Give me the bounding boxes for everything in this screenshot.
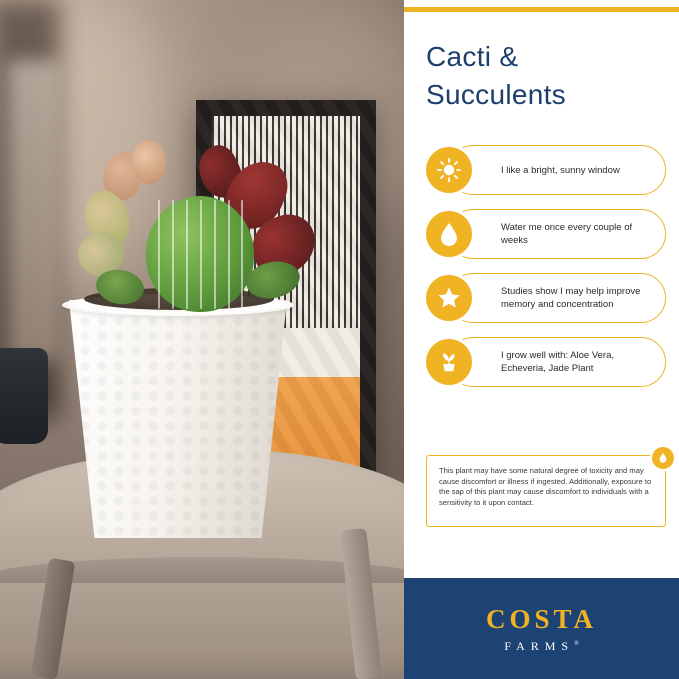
- toxicity-warning-text: This plant may have some natural degree of toxicity and may cause discomfort or illness if ingested. Additionally, exposure to the sap of this plant may cause discomfort to individuals with a sensitivity to it upon contact.: [439, 466, 652, 507]
- fact-label: I like a bright, sunny window: [501, 164, 620, 176]
- dark-cup: [0, 348, 48, 444]
- brand-name: [486, 604, 597, 635]
- sun-icon: [426, 147, 472, 193]
- list-item: [426, 145, 666, 195]
- fact-pill: [448, 145, 666, 195]
- fact-pill: [448, 209, 666, 259]
- fact-label: Water me once every couple of weeks: [501, 222, 633, 246]
- fact-label: I grow well with: Aloe Vera, Echeveria, Jade Plant: [501, 350, 614, 374]
- brand-subtitle-text: FARMS: [504, 638, 575, 653]
- toxicity-warning-icon: [650, 445, 676, 471]
- potted-plant-icon: [426, 339, 472, 385]
- brand-name-text: COSTA: [485, 603, 598, 634]
- fact-label: Studies show I may help improve memory and concentration: [501, 286, 641, 310]
- care-facts-list: [426, 145, 666, 401]
- list-item: [426, 209, 666, 259]
- top-accent-rule: [404, 7, 679, 12]
- brand-subtitle: [504, 639, 578, 654]
- water-drop-icon: [426, 211, 472, 257]
- toxicity-warning: [426, 455, 666, 527]
- list-item: [426, 337, 666, 387]
- fact-pill: [448, 273, 666, 323]
- pot-texture: [62, 300, 294, 538]
- list-item: [426, 273, 666, 323]
- page-title: [426, 38, 666, 114]
- cactus: [146, 196, 254, 312]
- fact-pill: [448, 337, 666, 387]
- title-line-2: Succulents: [426, 79, 566, 110]
- trademark-symbol: ®: [574, 640, 579, 647]
- star-icon: [426, 275, 472, 321]
- ceramic-pot: [62, 300, 294, 538]
- brand-footer: [404, 578, 679, 679]
- background-window: [8, 60, 60, 360]
- title-line-1: Cacti &: [426, 41, 519, 72]
